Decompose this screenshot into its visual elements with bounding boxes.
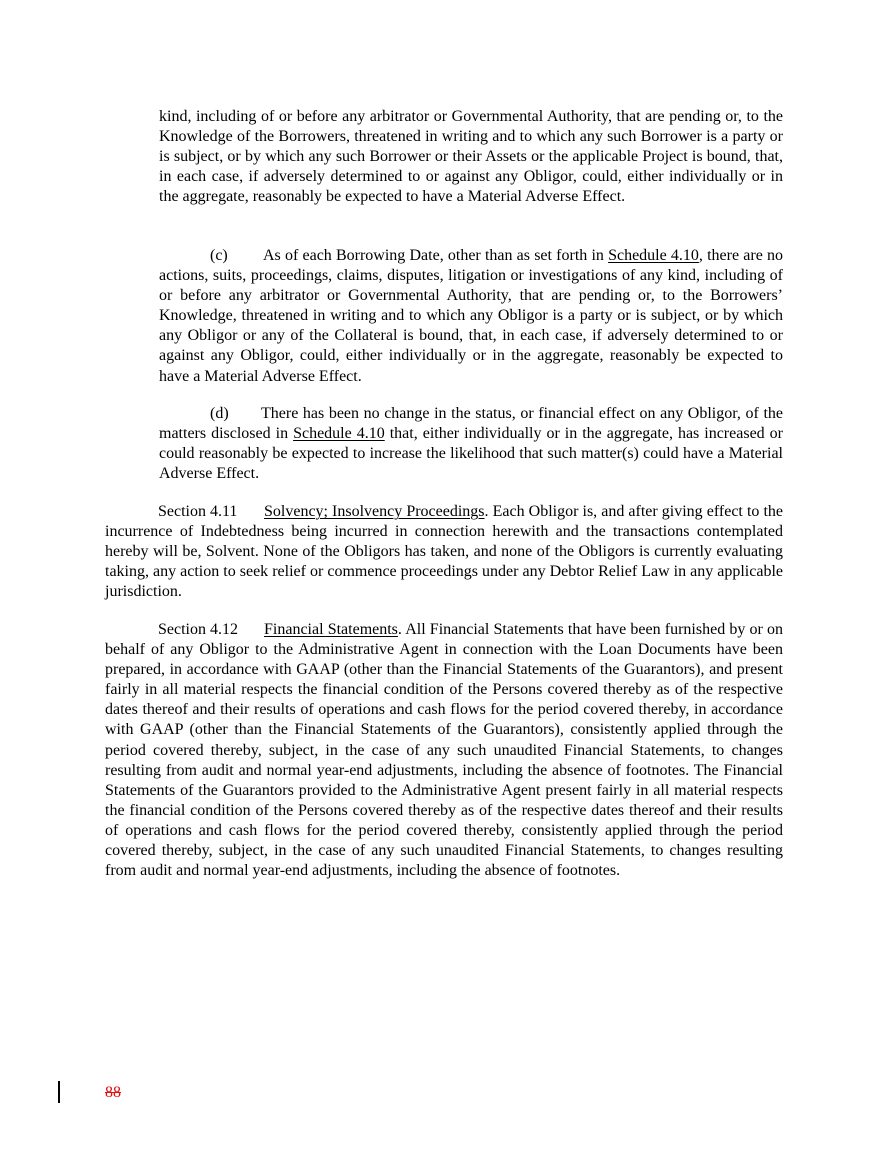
section-4-11: [105, 502, 783, 602]
section-4-12-text: . All Financial Statements that have been furnished by or on behalf of any Obligor to the Administrative Agent in connection with the Loan Documents have been prepared, in accordance with GAAP (other than the Financial Statements of the Guarantors), and present fairly in all material respects the financial condition of the Persons covered thereby as of the respective dates thereof and their results of operations and cash flows for the period covered thereby, in accordance with GAAP (other than the Financial Statements of the Guarantors), consistently applied through the period covered thereby, subject, in the case of any such unaudited Financial Statements, to changes resulting from audit and normal year-end adjustments, including the absence of footnotes. The Financial Statements of the Guarantors provided to the Administrative Agent present fairly in all material respects the financial condition of the Persons covered thereby as of the respective dates thereof and their results of operations and cash flows for the period covered thereby, consistently applied through the period covered thereby, subject, in the case of any such unaudited Financial Statements, to changes resulting from audit and normal year-end adjustments, including the absence of footnotes.: [105, 621, 784, 880]
revision-change-bar: [58, 1081, 60, 1103]
schedule-4-10-reference: Schedule 4.10: [608, 247, 699, 264]
page-number: 88: [105, 1084, 121, 1101]
paragraph-d-text-after: that, either individually or in the aggregate, has increased or could reasonably be expected to increase the likelihood that such matter(s) could have a Material Adverse Effect.: [159, 425, 783, 483]
paragraph-c-text-before: As of each Borrowing Date, other than as set forth in: [263, 247, 609, 264]
section-4-11-text: . Each Obligor is, and after giving effect to the incurrence of Indebtedness being incurred in connection herewith and the transactions contemplated hereby will be, Solvent. None of the Obligors has taken, and none of the Obligors is currently evaluating taking, any action to seek relief or commence proceedings under any Debtor Relief Law in any applicable jurisdiction.: [105, 503, 784, 601]
section-4-12-heading: Financial Statements: [264, 621, 398, 638]
section-4-12-number: Section 4.12: [158, 621, 238, 638]
paragraph-c: [159, 246, 783, 387]
paragraph-continuation: kind, including of or before any arbitrator or Governmental Authority, that are pending or, to the Knowledge of the Borrowers, threatened in writing and to which any such Borrower is a party or is subject, or by which any such Borrower or their Assets or the applicable Project is bound, that, in each case, if adversely determined to or against any Obligor, could, either individually or in the aggregate, reasonably be expected to have a Material Adverse Effect.: [159, 108, 783, 206]
paragraph-d-text-before: There has been no change in the status, or financial effect on any Obligor, of the matters disclosed in: [159, 405, 783, 443]
paragraph-d-marker: (d): [210, 405, 229, 422]
paragraph-d: [159, 404, 783, 484]
schedule-4-10-reference: Schedule 4.10: [293, 425, 385, 443]
section-4-11-number: Section 4.11: [158, 503, 238, 520]
paragraph-c-marker: (c): [210, 247, 228, 264]
section-4-12: [105, 620, 783, 881]
paragraph-c-text-after: , there are no actions, suits, proceedings, claims, disputes, litigation or investigations of any kind, including of or before any arbitrator or Governmental Authority, that are pending or, to the Borrowers’ Knowledge, threatened in writing and to which any Obligor is a party or is subject, or by which any Obligor or any of the Collateral is bound, that, in each case, if adversely determined to or against any Obligor, could, either individually or in the aggregate, reasonably be expected to have a Material Adverse Effect.: [159, 247, 783, 385]
section-4-11-heading: Solvency; Insolvency Proceedings: [264, 503, 485, 520]
